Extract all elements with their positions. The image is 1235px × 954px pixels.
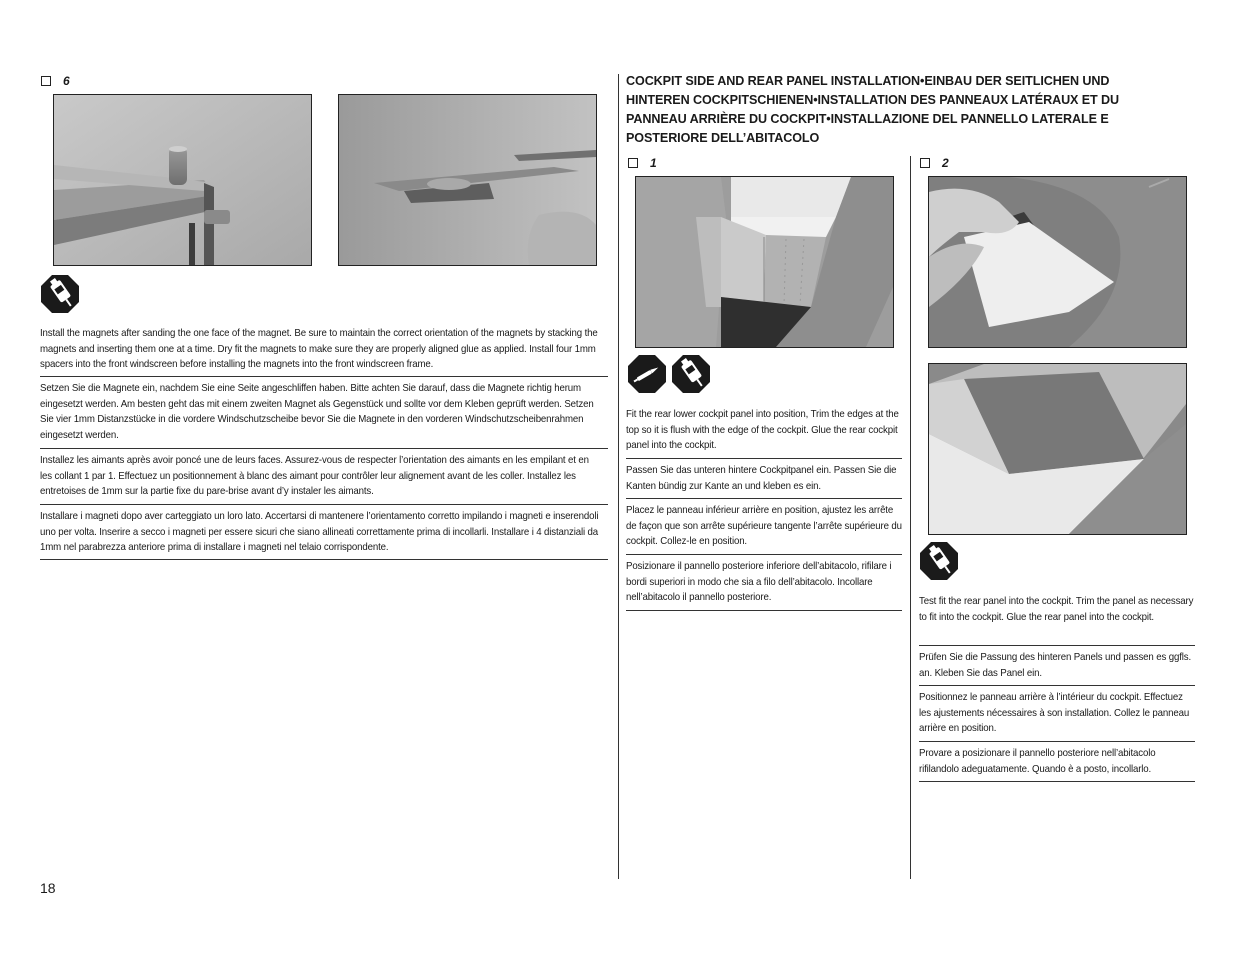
hobby-knife-icon	[627, 354, 667, 394]
step-1-header	[628, 156, 657, 170]
checkbox-icon[interactable]	[628, 158, 638, 168]
step-number: 6	[63, 74, 70, 88]
photo-cockpit-rear-lower-panel	[635, 176, 894, 348]
checkbox-icon[interactable]	[920, 158, 930, 168]
section-heading: COCKPIT SIDE AND REAR PANEL INSTALLATION•EINBAU DER SEITLICHEN UND HINTEREN COCKPITSCHIENEN•INSTALLATION DES PANNEAUX LATÉRAUX ET DU PANNEAU ARRIÈRE DU COCKPIT•INSTALLAZIONE DEL PANNELLO LATERALE E POSTERIORE DELL’ABITACOLO	[626, 74, 1120, 145]
step1-instruction-en: Fit the rear lower cockpit panel into position, Trim the edges at the top so it is flush with the edge of the cockpit. Glue the rear cockpit panel into the cockpit.	[626, 409, 899, 451]
divider	[626, 498, 902, 499]
instruction-fr: Installez les aimants après avoir poncé une de leurs faces. Assurez-vous de respecter l’orientation des aimants en les empilant et en les collant 1 par 1. Effectuez un positionnement à blanc des aimant pour contrôler leur alignement avant de les coller. Installez les entretoises de 1mm sur la partie fixe du pare-brise avant d’y instaler les aimants.	[40, 455, 589, 497]
divider	[919, 685, 1195, 686]
step2-instruction-de: Prüfen Sie die Passung des hinteren Panels und passen es ggfls. an. Kleben Sie das Panel ein.	[919, 652, 1191, 679]
column-divider	[910, 156, 911, 879]
step-number: 1	[650, 156, 657, 170]
instruction-en: Install the magnets after sanding the one face of the magnet. Be sure to maintain the correct orientation of the magnets by stacking the magnets and inserting them one at a time. Dry fit the magnets to make sure they are properly aligned glue as applied. Install four 1mm spacers into the front windscreen before installing the magnets into the front windscreen frame.	[40, 328, 598, 370]
page-number: 18	[40, 880, 56, 896]
step2-instruction-en: Test fit the rear panel into the cockpit. Trim the panel as necessary to fit into the cockpit. Glue the rear panel into the cockpit.	[919, 596, 1194, 623]
divider	[40, 559, 608, 560]
checkbox-icon[interactable]	[41, 76, 51, 86]
divider	[919, 741, 1195, 742]
glue-bottle-icon	[919, 541, 959, 581]
step1-instruction-it: Posizionare il pannello posteriore inferiore dell’abitacolo, rifilare i bordi superiori in modo che sia a filo dell’abitacolo. Incollare nell’abitacolo il pannello posteriore.	[626, 561, 892, 603]
step2-instruction-it: Provare a posizionare il pannello posteriore nell’abitacolo rifilandolo adeguatamente. Quando è a posto, incollarlo.	[919, 748, 1156, 775]
divider	[40, 376, 608, 377]
divider	[626, 610, 902, 611]
divider	[40, 448, 608, 449]
photo-trim-rear-panel	[928, 176, 1187, 348]
divider	[626, 458, 902, 459]
divider	[40, 504, 608, 505]
instruction-it: Installare i magneti dopo aver carteggiato un loro lato. Accertarsi di mantenere l’orientamento corretto impilando i magneti e inserendoli uno per volta. Inserire a secco i magneti per essere sicuri che siano allineati correttamente prima di incollarli. Installare i 4 distanziali da 1mm nel parabrezza anteriore prima di installare i magneti nel telaio corrispondente.	[40, 511, 599, 553]
step1-instruction-de: Passen Sie das unteren hintere Cockpitpanel ein. Passen Sie die Kanten bündig zur Kante an und kleben es ein.	[626, 465, 897, 492]
step-number: 2	[942, 156, 949, 170]
divider	[919, 781, 1195, 782]
step2-instruction-fr: Positionnez le panneau arrière à l’intérieur du cockpit. Effectuez les ajustements nécessaires à son installation. Collez le panneau arrière en position.	[919, 692, 1190, 734]
glue-bottle-icon	[40, 274, 80, 314]
instruction-de: Setzen Sie die Magnete ein, nachdem Sie eine Seite angeschliffen haben. Bitte achten Sie darauf, dass die Magnete richtig herum eingesetzt werden. Am besten geht das mit einem zweiten Magnet als Gegenstück und sollte vor dem Kleben geprüft werden. Setzen Sie vier 1mm Distanzstücke in die vordere Windschutzscheibe bevor Sie die Magnete in den vorderen Windschutzscheibenrahmen eingesetzt werden.	[40, 383, 594, 441]
page-column-divider	[618, 74, 619, 879]
divider	[919, 645, 1195, 646]
photo-magnets-frame	[53, 94, 312, 266]
divider	[626, 554, 902, 555]
step1-instruction-fr: Placez le panneau inférieur arrière en position, ajustez les arrête de façon que son arrête supérieure tangente l’arrête supérieure du cockpit. Collez-le en position.	[626, 505, 902, 547]
glue-bottle-icon	[671, 354, 711, 394]
step-2-header	[920, 156, 949, 170]
step-6-header	[41, 74, 70, 88]
photo-magnet-strip	[338, 94, 597, 266]
photo-rear-panel-fitted	[928, 363, 1187, 535]
